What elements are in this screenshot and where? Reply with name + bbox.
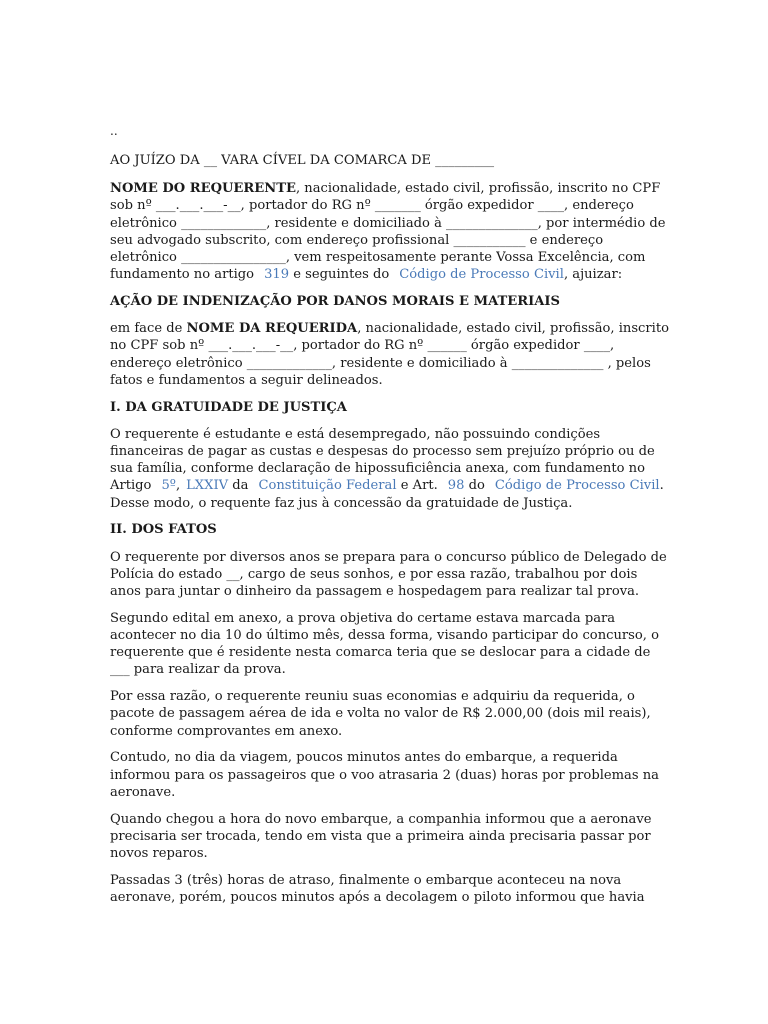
article-319-link[interactable]: 319: [264, 267, 290, 283]
gratuity-text-5: . Desse modo, o requente faz jus à concessão da gratuidade de Justiça.: [110, 478, 664, 511]
gratuity-text-3: e Art.: [400, 478, 438, 494]
defendant-intro: em face de: [110, 321, 187, 337]
facts-paragraph-2: Segundo edital em anexo, a prova objetiva do certame estava marcada para acontecer no dia 10 do último mês, dessa forma, visando participar do concurso, o requerente que é residente nesta comarca teria que se deslocar para a cidade de ___ para realizar da prova.: [110, 610, 659, 678]
plaintiff-details-3: , ajuizar:: [563, 267, 623, 283]
article-98-link[interactable]: 98: [447, 478, 465, 494]
defendant-name: NOME DA REQUERIDA: [186, 321, 358, 337]
constitution-link[interactable]: Constituição Federal: [258, 478, 397, 494]
cpc-link[interactable]: Código de Processo Civil: [399, 267, 564, 283]
section-facts-title: II. DOS FATOS: [110, 522, 217, 538]
action-title: AÇÃO DE INDENIZAÇÃO POR DANOS MORAIS E MATERIAIS: [110, 294, 561, 310]
gratuity-paragraph: O requerente é estudante e está desempregado, não possuindo condições financeiras de pagar as custas e despesas do processo sem prejuízo próprio ou de sua família, conforme declaração de hipossuficiência anexa, com fundamento no Artigo 5º, LXXIV da Constituição Federal e Art. 98 do Código de Processo Civil. Desse modo, o requente faz jus à concessão da gratuidade de Justiça.: [110, 426, 664, 511]
plaintiff-paragraph: [110, 180, 670, 283]
gratuity-text-4: do: [468, 478, 485, 494]
facts-paragraph-3: Por essa razão, o requerente reuniu suas economias e adquiriu da requerida, o pacote de passagem aérea de ida e volta no valor de R$ 2.000,00 (dois mil reais), conforme comprovantes em anexo.: [110, 689, 651, 739]
plaintiff-name: NOME DO REQUERENTE: [110, 181, 296, 197]
article-5-link[interactable]: 5º: [161, 478, 176, 494]
gratuity-text-2: da: [232, 478, 249, 494]
plaintiff-details: , nacionalidade, estado civil, profissão, inscrito no CPF sob nº ___.___.___-__, portador do RG nº _______ órgão expedidor ____, endereço eletrônico _____________, residente e domiciliado à ______________, por intermédio de seu advogado subscrito, com endereço profissional ___________ e endereço eletrônico ________________, vem respeitosamente perante Vossa Excelência, com fundamento no artigo: [110, 181, 666, 283]
facts-paragraph-6: Passadas 3 (três) horas de atraso, finalmente o embarque aconteceu na nova aeronave, porém, poucos minutos após a decolagem o piloto informou que havia: [110, 872, 645, 906]
gratuity-text-1: O requerente é estudante e está desempregado, não possuindo condições financeiras de pagar as custas e despesas do processo sem prejuízo próprio ou de sua família, conforme declaração de hipossuficiência anexa, com fundamento no Artigo: [110, 426, 655, 494]
court-address-line: AO JUÍZO DA __ VARA CÍVEL DA COMARCA DE _________: [110, 153, 495, 168]
cpc-link-2[interactable]: Código de Processo Civil: [494, 478, 660, 494]
facts-paragraph-1: O requerente por diversos anos se prepara para o concurso público de Delegado de Polícia do estado __, cargo de seus sonhos, e por essa razão, trabalhou por dois anos para juntar o dinheiro da passagem e hospedagem para realizar tal prova.: [110, 549, 667, 600]
facts-paragraph-4: Contudo, no dia da viagem, poucos minutos antes do embarque, a requerida informou para os passageiros que o voo atrasaria 2 (duas) horas por problemas na aeronave.: [110, 750, 659, 800]
leading-dots: ..: [110, 124, 118, 138]
defendant-paragraph: [110, 320, 670, 389]
facts-paragraph-5: Quando chegou a hora do novo embarque, a companhia informou que a aeronave precisaria ser trocada, tendo em vista que a primeira ainda precisaria passar por novos reparos.: [110, 811, 652, 862]
inciso-lxxiv-link[interactable]: LXXIV: [186, 478, 229, 494]
plaintiff-details-2: e seguintes do: [293, 267, 390, 283]
defendant-details: , nacionalidade, estado civil, profissão, inscrito no CPF sob nº ___.___.___-__, portador do RG nº ______ órgão expedidor ____, endereço eletrônico _____________, residente e domiciliado à ______________ , pelos fatos e fundamentos a seguir delineados.: [110, 321, 669, 388]
section-gratuity-title: I. DA GRATUIDADE DE JUSTIÇA: [110, 399, 347, 415]
document-page: [110, 124, 670, 916]
